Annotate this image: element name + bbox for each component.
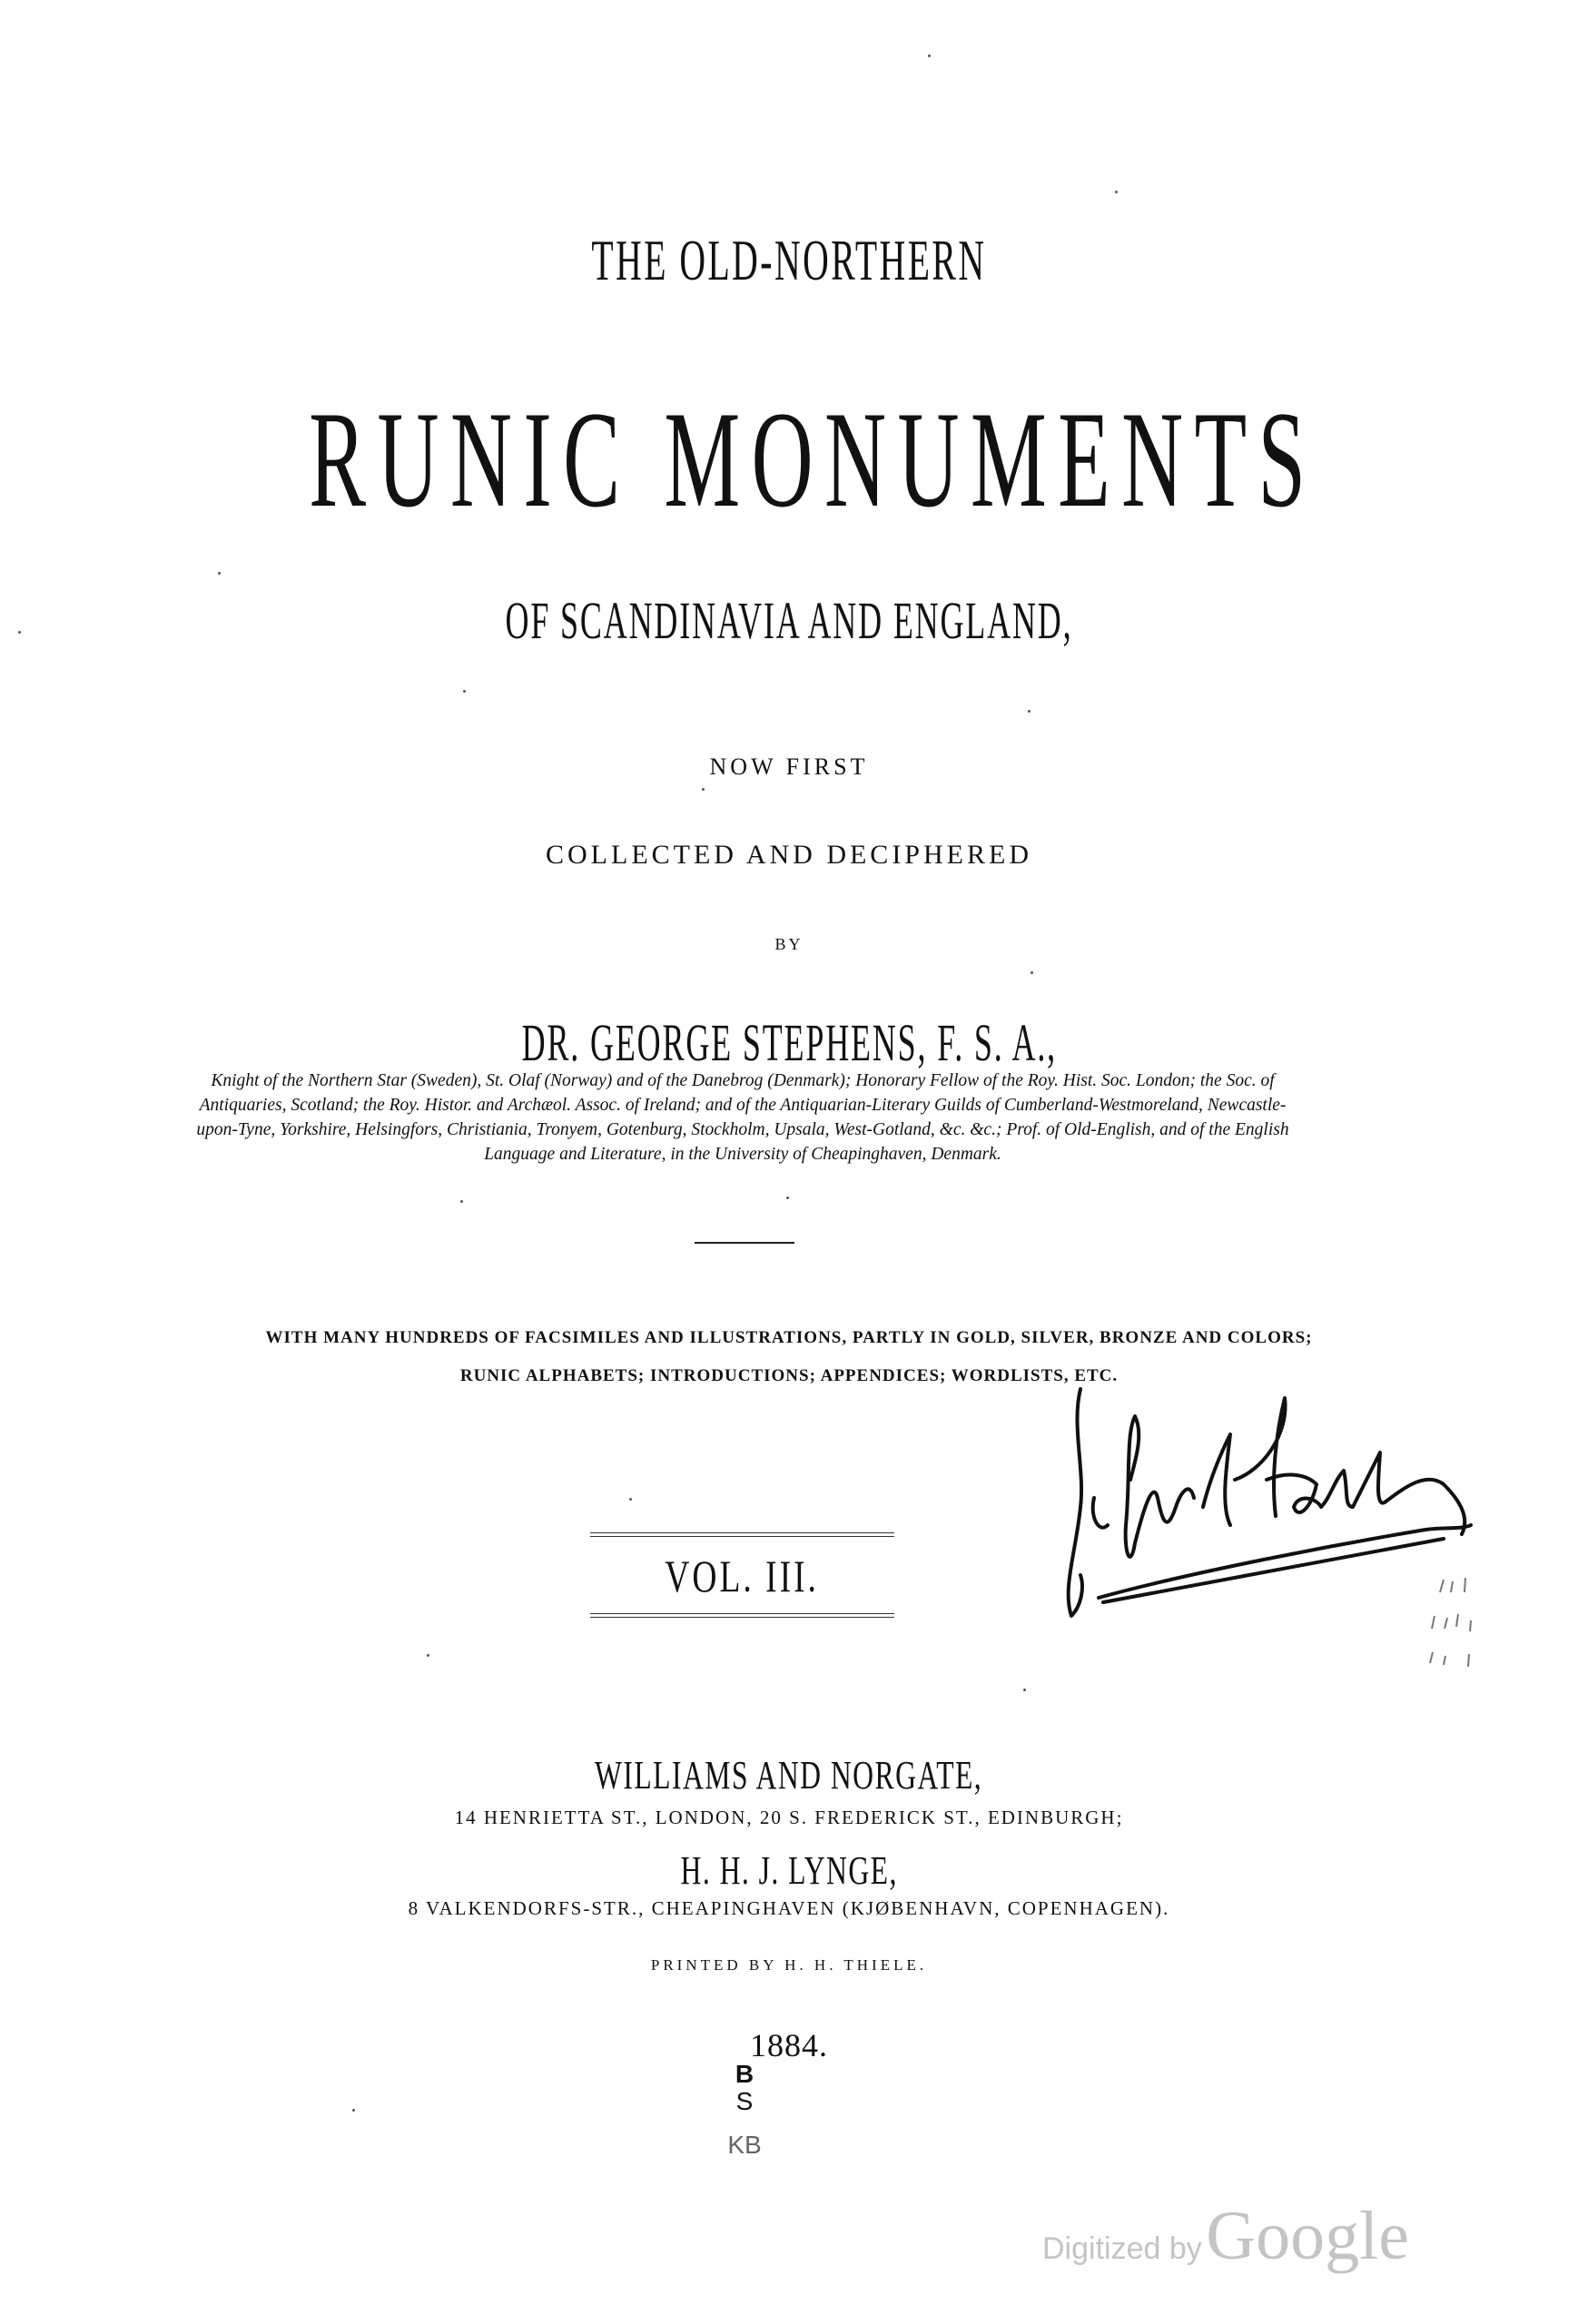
printer-line: PRINTED BY H. H. THIELE. <box>650 1956 928 1974</box>
publication-year: 1884. <box>750 2027 828 2063</box>
paper-speck <box>1028 710 1031 713</box>
library-shelfmark <box>717 2061 772 2159</box>
shelfmark-line: S <box>735 2087 754 2115</box>
publisher-2: H. H. J. LYNGE, <box>680 1848 898 1893</box>
publisher-1: WILLIAMS AND NORGATE, <box>595 1753 983 1797</box>
publisher-2-address: 8 VALKENDORFS-STR., CHEAPINGHAVEN (KJØBENHAVN, COPENHAGEN). <box>408 1897 1170 1919</box>
paper-speck <box>427 1654 429 1657</box>
paper-speck <box>702 788 705 791</box>
volume-rule-bottom-2 <box>590 1617 894 1618</box>
credentials-line: Language and Literature, in the University of Cheapinghaven, Denmark. <box>484 1145 1001 1164</box>
credentials-line: Antiquaries, Scotland; the Roy. Histor. and Archæol. Assoc. of Ireland; and of the Antiquarian-Literary Guilds of Cumberland-Westmoreland, Newcastle- <box>199 1096 1287 1115</box>
watermark-small-text: Digitized by <box>1042 2231 1202 2266</box>
volume-rule-top <box>590 1532 894 1533</box>
author-name: DR. GEORGE STEPHENS, F. S. A., <box>521 1013 1057 1072</box>
volume-rule-bottom <box>590 1613 894 1614</box>
collected-deciphered: COLLECTED AND DECIPHERED <box>546 840 1032 870</box>
paper-speck <box>18 631 21 634</box>
title-subtitle: OF SCANDINAVIA AND ENGLAND, <box>505 591 1073 650</box>
shelfmark-line: B <box>735 2060 754 2088</box>
volume-rule-top-2 <box>590 1536 894 1537</box>
paper-speck <box>786 1196 789 1199</box>
volume-box <box>590 1532 894 1618</box>
digitized-by-google-watermark <box>1042 2197 1433 2279</box>
paper-speck <box>460 1200 463 1203</box>
by-line: BY <box>774 935 804 953</box>
author-credentials <box>193 1068 1292 1167</box>
now-first: NOW FIRST <box>709 753 869 780</box>
paper-speck <box>928 54 931 57</box>
publisher-1-address: 14 HENRIETTA ST., LONDON, 20 S. FREDERICK ST., EDINBURGH; <box>454 1807 1124 1828</box>
paper-speck <box>1031 971 1033 974</box>
credentials-line: Knight of the Northern Star (Sweden), St. Olaf (Norway) and of the Danebrog (Denmark); Honorary Fellow of the Roy. Hist. Soc. London; the Soc. of <box>211 1071 1275 1090</box>
edge-marks <box>1425 1571 1480 1689</box>
google-logo: Google <box>1206 2198 1409 2274</box>
contents-note-1: WITH MANY HUNDREDS OF FACSIMILES AND ILLUSTRATIONS, PARTLY IN GOLD, SILVER, BRONZE AND COLORS; <box>265 1328 1313 1347</box>
paper-speck <box>352 2109 355 2112</box>
divider-rule <box>695 1242 794 1244</box>
contents-note-2: RUNIC ALPHABETS; INTRODUCTIONS; APPENDICES; WORDLISTS, ETC. <box>459 1366 1119 1385</box>
credentials-line: upon-Tyne, Yorkshire, Helsingfors, Christiania, Tronyem, Gotenburg, Stockholm, Upsala, West-Gotland, &c. &c.; Prof. of Old-English, and of the English <box>196 1120 1289 1139</box>
paper-speck <box>218 572 221 575</box>
volume-number: VOL. III. <box>665 1551 820 1601</box>
shelfmark-line: KB <box>727 2131 762 2159</box>
paper-speck <box>1023 1689 1026 1691</box>
title-main: RUNIC MONUMENTS <box>309 383 1317 536</box>
paper-speck <box>629 1498 632 1501</box>
paper-speck <box>463 690 466 693</box>
paper-speck <box>1115 191 1118 193</box>
handwritten-signature <box>1044 1371 1480 1643</box>
title-line-1: THE OLD-NORTHERN <box>591 228 987 292</box>
